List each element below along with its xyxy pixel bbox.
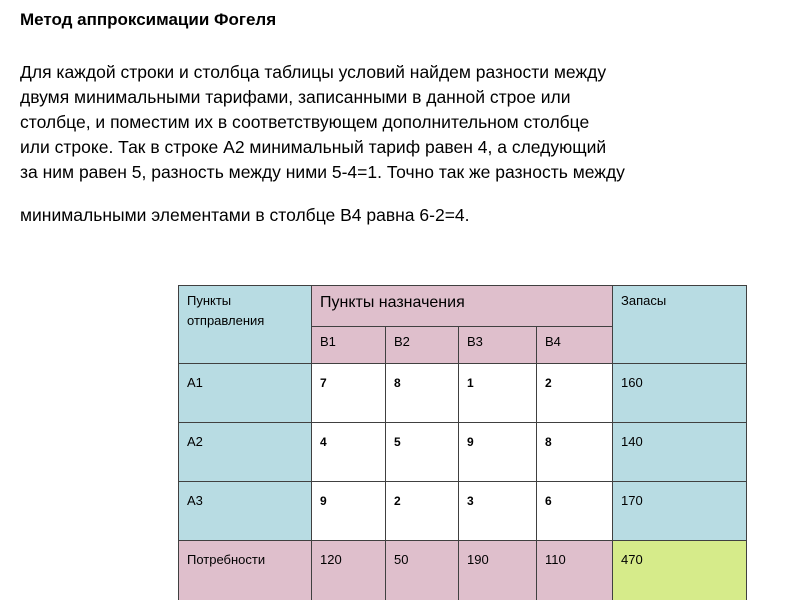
cost-cell: 2: [386, 482, 459, 541]
cost-cell: 3: [459, 482, 537, 541]
cost-cell: 2: [537, 364, 613, 423]
transport-table: [178, 285, 747, 600]
demand-cell: 110: [537, 541, 613, 600]
row-label-a1: А1: [179, 364, 312, 423]
destinations-header-cell: Пункты назначения: [312, 286, 613, 327]
slide-title: Метод аппроксимации Фогеля: [20, 10, 277, 29]
table-row: [179, 423, 747, 482]
corner-header-cell: Пункты отправления: [179, 286, 312, 364]
demand-cell: 120: [312, 541, 386, 600]
cost-cell: 9: [312, 482, 386, 541]
cost-cell: 6: [537, 482, 613, 541]
cost-cell: 8: [537, 423, 613, 482]
supply-cell: 170: [613, 482, 747, 541]
cost-cell: 9: [459, 423, 537, 482]
paragraph-line: столбце, и поместим их в соответствующем дополнительном столбце: [20, 112, 590, 132]
column-header-b2: В2: [386, 327, 459, 364]
demand-cell: 50: [386, 541, 459, 600]
table-row: [179, 364, 747, 423]
cost-cell: 5: [386, 423, 459, 482]
paragraph-line: или строке. Так в строке А2 минимальный тариф равен 4, а следующий: [20, 137, 607, 157]
column-header-b4: В4: [537, 327, 613, 364]
cost-cell: 4: [312, 423, 386, 482]
paragraph-line: за ним равен 5, разность между ними 5-4=1. Точно так же разность между: [20, 162, 625, 182]
demand-cell: 190: [459, 541, 537, 600]
demand-row: [179, 541, 747, 600]
table-row: [179, 482, 747, 541]
column-header-b1: В1: [312, 327, 386, 364]
paragraph-line: минимальными элементами в столбце В4 равна 6-2=4.: [20, 205, 470, 225]
cost-cell: 7: [312, 364, 386, 423]
supply-header-cell: Запасы: [613, 286, 747, 364]
paragraph-line: двумя минимальными тарифами, записанными в данной строе или: [20, 87, 571, 107]
supply-cell: 140: [613, 423, 747, 482]
row-label-a3: А3: [179, 482, 312, 541]
demand-label-cell: Потребности: [179, 541, 312, 600]
cost-cell: 8: [386, 364, 459, 423]
table-header-row: [179, 286, 747, 327]
row-label-a2: А2: [179, 423, 312, 482]
total-cell: 470: [613, 541, 747, 600]
paragraph-line: Для каждой строки и столбца таблицы условий найдем разности между: [20, 62, 607, 82]
cost-cell: 1: [459, 364, 537, 423]
column-header-b3: В3: [459, 327, 537, 364]
supply-cell: 160: [613, 364, 747, 423]
